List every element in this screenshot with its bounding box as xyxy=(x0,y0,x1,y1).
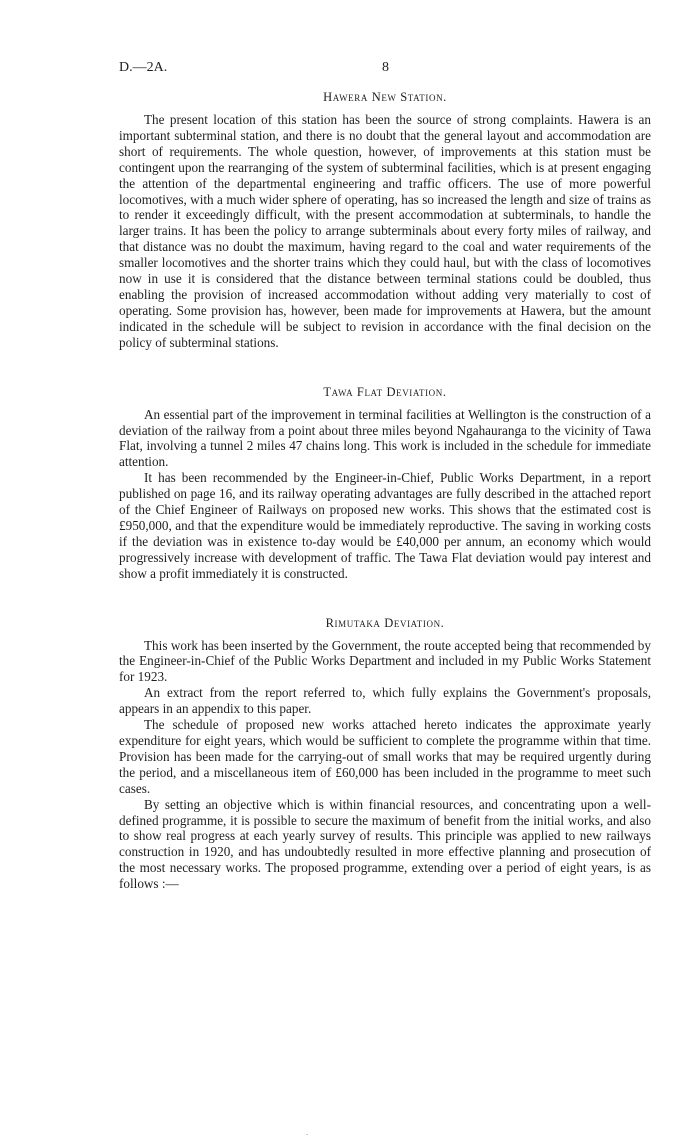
paragraph: The schedule of proposed new works attached hereto indicates the approximate yearly expenditure for eight years, which would be sufficient to complete the programme within that time. Provision has been made for the carrying-out of small works that may be required urgently during the period, and a miscellaneous item of £60,000 has been included in the programme to meet such cases. xyxy=(119,717,651,796)
page-body xyxy=(119,86,651,892)
page-header xyxy=(119,60,651,80)
paragraph: It has been recommended by the Engineer-in-Chief, Public Works Department, in a report published on page 16, and its railway operating advantages are fully described in the attached report of the Chief Engineer of Railways on proposed new works. This shows that the estimated cost is £950,000, and that the expenditure would be immediately reproductive. The saving in working costs if the deviation was in existence to-day would be £40,000 per annum, an economy which would progressively increase with development of traffic. The Tawa Flat deviation would pay interest and show a profit immediately it is constructed. xyxy=(119,470,651,581)
paragraph: This work has been inserted by the Government, the route accepted being that recommended by the Engineer-in-Chief of the Public Works Department and included in my Public Works Statement for 1923. xyxy=(119,637,651,685)
document-reference: D.—2A. xyxy=(119,60,168,75)
paragraph: An extract from the report referred to, which fully explains the Government's proposals, appears in an appendix to this paper. xyxy=(119,685,651,717)
paragraph: The present location of this station has been the source of strong complaints. Hawera is an important subterminal station, and there is no doubt that the general layout and accommodation are short of requirements. The whole question, however, of improvements at this station must be contingent upon the rearranging of the system of subterminal facilities, which is at present engaging the attention of the departmental engineering and traffic officers. The use of more powerful locomotives, with a much wider sphere of operating, has so increased the length and size of trains as to render it exceedingly difficult, with the present accommodation at subterminals, to handle the larger trains. It has been the policy to arrange subterminals about every forty miles of railway, and that distance was no doubt the maximum, having regard to the coal and water requirements of the smaller locomotives and the shorter trains which they could haul, but with the class of locomotives now in use it is considered that the distance between terminal stations could be doubled, thus enabling the provision of increased accommodation without adding very materially to cost of operating. Some provision has, however, been made for improvements at Hawera, but the amount indicated in the schedule will be subject to revision in accordance with the final decision on the policy of subterminal stations. xyxy=(119,112,651,350)
footer-mark: . xyxy=(306,1128,308,1137)
section-title-rimutaka: Rimutaka Deviation. xyxy=(325,615,445,630)
section-title-tawa-flat: Tawa Flat Deviation. xyxy=(323,384,447,399)
paragraph: By setting an objective which is within financial resources, and concentrating upon a well-defined programme, it is possible to secure the maximum of benefit from the initial works, and also to show real progress at each yearly survey of results. This principle was applied to new railways construction in 1920, and has undoubtedly resulted in more effective planning and prosecution of the most necessary works. The proposed programme, extending over a period of eight years, is as follows :— xyxy=(119,796,651,892)
paragraph: An essential part of the improvement in terminal facilities at Wellington is the construction of a deviation of the railway from a point about three miles beyond Ngahauranga to the vicinity of Tawa Flat, involving a tunnel 2 miles 47 chains long. This work is included in the schedule for immediate attention. xyxy=(119,406,651,470)
section-title-hawera: Hawera New Station. xyxy=(323,90,447,104)
page-number: 8 xyxy=(382,60,389,75)
